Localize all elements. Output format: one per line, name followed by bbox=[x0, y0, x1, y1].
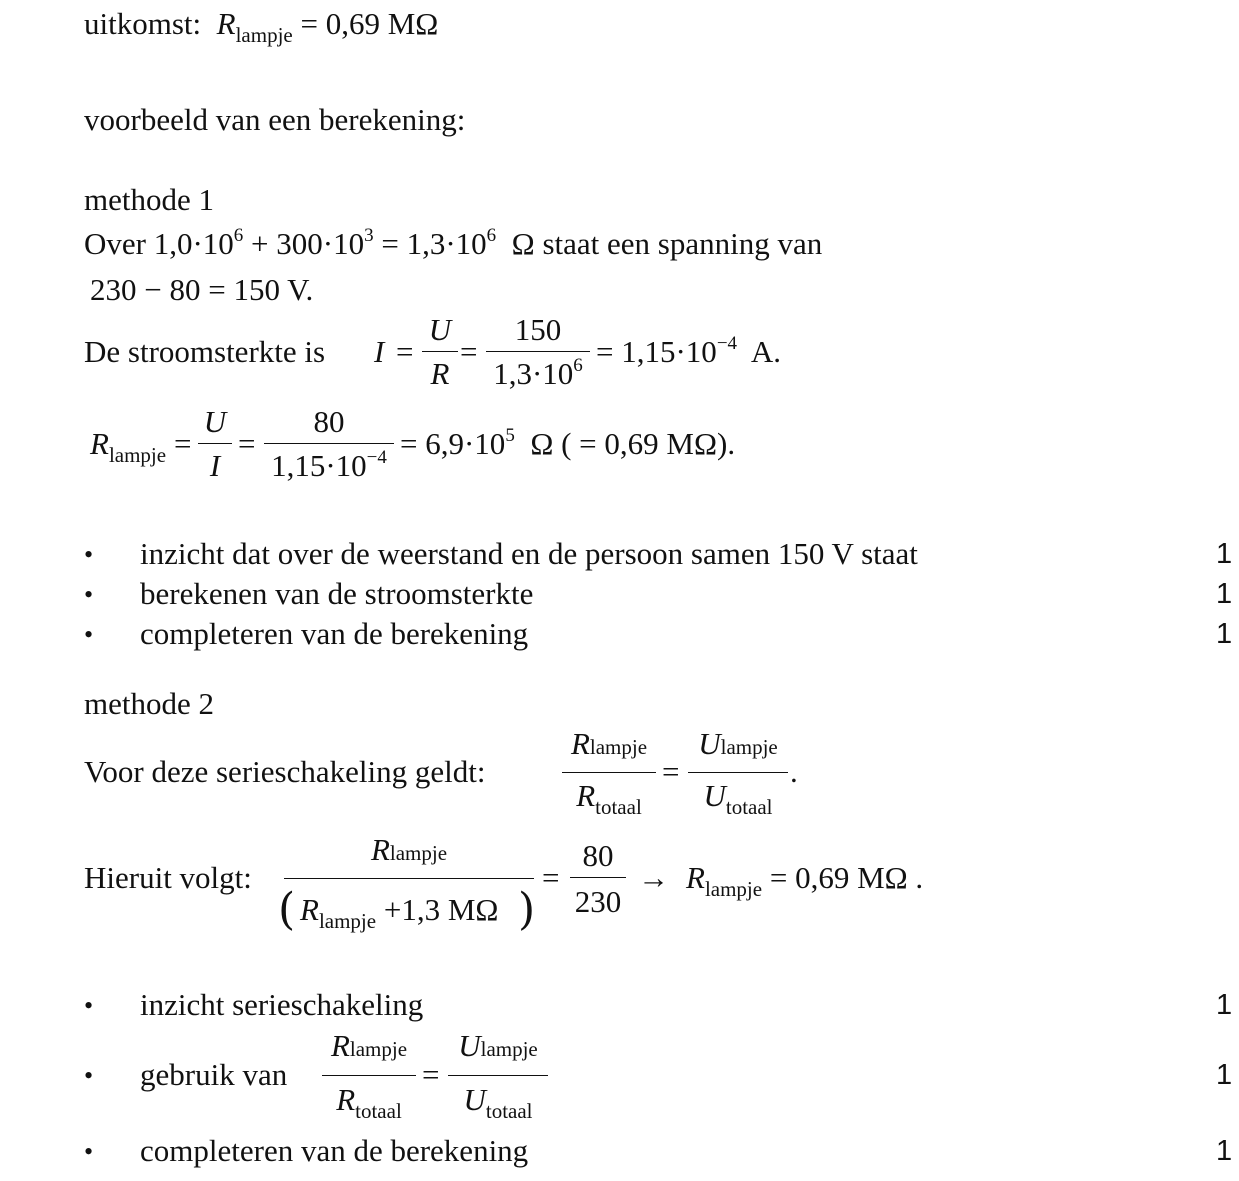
criterion-text: gebruik van bbox=[140, 1057, 288, 1092]
u-subscript: lampje bbox=[720, 735, 778, 759]
equals-sign: = bbox=[460, 334, 478, 369]
fraction-numerator: 80 bbox=[313, 404, 345, 439]
u-symbol: U bbox=[703, 778, 726, 813]
criterion-score: 1 bbox=[1216, 989, 1233, 1021]
r-symbol: R bbox=[300, 892, 319, 927]
fraction-denominator bbox=[688, 778, 788, 819]
r-subscript: lampje bbox=[389, 841, 448, 865]
result-unit: A. bbox=[750, 334, 781, 369]
den-exp: 6 bbox=[573, 355, 583, 376]
fraction-denominator bbox=[562, 778, 656, 819]
criterion-score: 1 bbox=[1216, 1135, 1233, 1167]
methode-2-title: methode 2 bbox=[84, 686, 214, 721]
m1-l1-part-b: + 300·10 bbox=[251, 226, 365, 261]
uitkomst-label: uitkomst: bbox=[84, 6, 202, 41]
fraction-u-over-r bbox=[422, 314, 458, 394]
uitkomst-value: = 0,69 MΩ bbox=[300, 6, 439, 41]
m2-line-2-text: Hieruit volgt: bbox=[84, 860, 252, 895]
fraction-150-over-r bbox=[486, 314, 590, 394]
arrow-icon: → bbox=[638, 860, 669, 895]
u-subscript: totaal bbox=[725, 795, 773, 819]
r-subscript: lampje bbox=[108, 443, 167, 467]
result-exp: 5 bbox=[505, 425, 515, 446]
fraction-r-lampje-over-r-totaal bbox=[562, 728, 656, 822]
r-symbol: R bbox=[336, 1082, 356, 1117]
right-parenthesis: ) bbox=[518, 884, 536, 935]
equals-sign: = bbox=[542, 860, 560, 895]
result-tail: Ω ( = 0,69 MΩ). bbox=[530, 426, 736, 461]
r-symbol: R bbox=[570, 726, 590, 761]
criterion-score: 1 bbox=[1216, 1059, 1233, 1091]
uitkomst-line bbox=[84, 6, 439, 47]
m1-l1-part-a: Over 1,0·10 bbox=[84, 226, 234, 261]
fraction-denominator: 230 bbox=[574, 884, 622, 919]
fraction-numerator: U bbox=[203, 404, 227, 439]
r-symbol: R bbox=[576, 778, 596, 813]
criterion-score: 1 bbox=[1216, 578, 1233, 610]
m1-line-3-text: De stroomsterkte is bbox=[84, 334, 326, 369]
fraction-numerator bbox=[284, 834, 534, 865]
r-symbol: R bbox=[330, 1028, 350, 1063]
result-base: = 1,15·10 bbox=[596, 334, 717, 369]
r-symbol: R bbox=[370, 832, 390, 867]
fraction-numerator bbox=[322, 1030, 416, 1061]
m1-l1-exp-2: 3 bbox=[364, 225, 374, 246]
fraction-numerator: 80 bbox=[582, 838, 614, 873]
bullet: • bbox=[84, 540, 94, 569]
m1-l1-part-d: Ω staat een spanning van bbox=[511, 226, 823, 261]
r-subscript: totaal bbox=[355, 1099, 402, 1123]
fraction-u-lampje-over-u-totaal bbox=[688, 728, 788, 822]
m1-l1-part-c: = 1,3·10 bbox=[381, 226, 487, 261]
m1-line-1 bbox=[84, 225, 823, 261]
r-lampje-result bbox=[400, 425, 736, 461]
r-subscript: lampje bbox=[318, 909, 377, 933]
u-symbol: U bbox=[698, 726, 721, 761]
result-base: = 6,9·10 bbox=[400, 426, 506, 461]
u-symbol: U bbox=[463, 1082, 486, 1117]
bullet: • bbox=[84, 1137, 94, 1166]
u-subscript: totaal bbox=[485, 1099, 533, 1123]
criterion-text: inzicht serieschakeling bbox=[140, 987, 424, 1022]
bullet: • bbox=[84, 580, 94, 609]
criterion-text: completeren van de berekening bbox=[140, 616, 529, 651]
bullet: • bbox=[84, 1061, 94, 1090]
u-symbol: U bbox=[458, 1028, 481, 1063]
fraction-numerator bbox=[562, 728, 656, 759]
criterion-score: 1 bbox=[1216, 538, 1233, 570]
fraction-u-lampje-over-u-totaal bbox=[448, 1030, 548, 1124]
r-subscript: lampje bbox=[349, 1037, 408, 1061]
fraction-r-lampje-over-r-totaal bbox=[322, 1030, 416, 1124]
equals-sign: = bbox=[238, 426, 256, 461]
equals-sign: = bbox=[662, 754, 680, 789]
intro-text: voorbeeld van een berekening: bbox=[84, 102, 466, 137]
fraction-denominator: I bbox=[209, 448, 221, 483]
denominator-addition: +1,3 MΩ bbox=[383, 892, 499, 927]
den-base: 1,15·10 bbox=[271, 448, 367, 483]
r-lampje-symbol bbox=[90, 426, 167, 467]
period: . bbox=[790, 754, 798, 789]
fraction-denominator bbox=[448, 1082, 548, 1123]
fraction-denominator bbox=[300, 892, 499, 933]
u-subscript: lampje bbox=[480, 1037, 538, 1061]
result-exp: −4 bbox=[716, 333, 738, 354]
fraction-numerator: 150 bbox=[514, 312, 562, 347]
m2-line-1-text: Voor deze serieschakeling geldt: bbox=[84, 754, 486, 789]
equals-sign: = bbox=[174, 426, 192, 461]
r-subscript: totaal bbox=[595, 795, 642, 819]
criterion-text: berekenen van de stroomsterkte bbox=[140, 576, 534, 611]
equals-sign: = bbox=[422, 1057, 440, 1092]
fraction-denominator bbox=[322, 1082, 416, 1123]
r-symbol: R bbox=[90, 426, 109, 461]
equals-sign: = bbox=[396, 334, 414, 369]
r-symbol: R bbox=[216, 6, 236, 41]
current-result bbox=[596, 333, 781, 369]
fraction-numerator: U bbox=[428, 312, 452, 347]
left-parenthesis: ( bbox=[278, 884, 296, 935]
r-symbol: R bbox=[686, 860, 705, 895]
result-value: = 0,69 MΩ . bbox=[769, 860, 924, 895]
current-symbol: I bbox=[374, 334, 385, 369]
den-exp: −4 bbox=[366, 447, 387, 468]
criterion-text: completeren van de berekening bbox=[140, 1133, 529, 1168]
methode-1-title: methode 1 bbox=[84, 182, 214, 217]
fraction-80-over-i bbox=[264, 406, 394, 486]
fraction-denominator: R bbox=[430, 356, 450, 391]
m1-l1-exp-3: 6 bbox=[486, 225, 497, 246]
criterion-score: 1 bbox=[1216, 618, 1233, 650]
r-subscript: lampje bbox=[704, 877, 763, 901]
bullet: • bbox=[84, 620, 94, 649]
fraction-u-over-i bbox=[198, 406, 232, 486]
m1-line-2: 230 − 80 = 150 V. bbox=[90, 272, 314, 307]
den-base: 1,3·10 bbox=[493, 356, 574, 391]
fraction-numerator bbox=[448, 1030, 548, 1061]
r-subscript: lampje bbox=[589, 735, 648, 759]
m1-l1-exp-1: 6 bbox=[233, 225, 244, 246]
fraction-numerator bbox=[688, 728, 788, 759]
m2-result bbox=[686, 860, 924, 901]
fraction-denominator bbox=[486, 355, 590, 391]
r-subscript: lampje bbox=[235, 23, 293, 47]
fraction-denominator bbox=[264, 447, 394, 483]
criterion-text: inzicht dat over de weerstand en de persoon samen 150 V staat bbox=[140, 536, 918, 571]
bullet: • bbox=[84, 991, 94, 1020]
fraction-80-over-230 bbox=[570, 840, 626, 920]
